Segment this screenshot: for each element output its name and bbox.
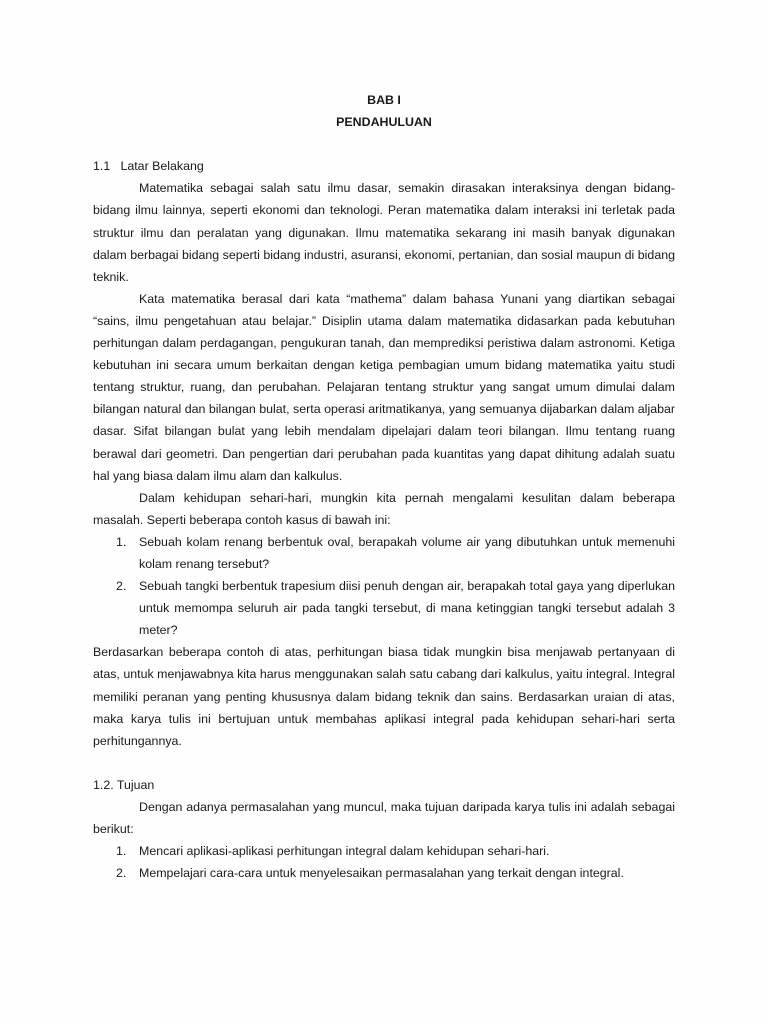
- paragraph: Matematika sebagai salah satu ilmu dasar, semakin dirasakan interaksinya dengan bidang-bidang ilmu lainnya, seperti ekonomi dan teknologi. Peran matematika dalam interaksi ini terletak pada struktur ilmu dan peralatan yang digunakan. Ilmu matematika sekarang ini masih banyak digunakan dalam berbagai bidang seperti bidang industri, asuransi, ekonomi, pertanian, dan sosial maupun di bidang teknik.: [93, 181, 675, 284]
- paragraph: Kata matematika berasal dari kata “mathema” dalam bahasa Yunani yang diartikan sebagai “sains, ilmu pengetahuan atau belajar.” Disiplin utama dalam matematika didasarkan pada kebutuhan perhitungan dalam perdagangan, pengukuran tanah, dan memprediksi peristiwa dalam astronomi. Ketiga kebutuhan ini secara umum berkaitan dengan ketiga pembagian umum bidang matematika yaitu studi tentang struktur, ruang, dan perubahan. Pelajaran tentang struktur yang sangat umum dimulai dalam bilangan natural dan bilangan bulat, serta operasi aritmatikanya, yang semuanya dijabarkan dalam aljabar dasar. Sifat bilangan bulat yang lebih mendalam dipelajari dalam teori bilangan. Ilmu tentang ruang berawal dari geometri. Dan pengertian dari perubahan pada kuantitas yang dapat dihitung adalah suatu hal yang biasa dalam ilmu alam dan kalkulus.: [93, 291, 675, 483]
- document-body: [93, 89, 675, 884]
- section-title: Tujuan: [116, 777, 155, 792]
- section-number: 1.1: [93, 159, 111, 174]
- list-item-text: Sebuah tangki berbentuk trapesium diisi penuh dengan air, berapakah total gaya yang diperlukan untuk memompa seluruh air pada tangki tersebut, di mana ketinggian tangki tersebut adalah 3 meter?: [139, 579, 675, 638]
- example-list: [93, 531, 675, 641]
- list-item: [93, 840, 675, 862]
- section-heading-tujuan: [93, 774, 675, 796]
- spacer: [93, 133, 675, 155]
- paragraph: Dengan adanya permasalahan yang muncul, maka tujuan daripada karya tulis ini adalah sebagai berikut:: [93, 800, 675, 837]
- list-marker: 2.: [116, 579, 127, 594]
- list-marker: 1.: [116, 534, 127, 549]
- objective-list: [93, 840, 675, 884]
- paragraph: Berdasarkan beberapa contoh di atas, perhitungan biasa tidak mungkin bisa menjawab pertanyaan di atas, untuk menjawabnya kita harus menggunakan salah satu cabang dari kalkulus, yaitu integral. Integral memiliki peranan yang penting khususnya dalam bidang teknik dan sains. Berdasarkan uraian di atas, maka karya tulis ini bertujuan untuk membahas aplikasi integral pada kehidupan sehari-hari serta perhitungannya.: [93, 645, 675, 748]
- section-title: Latar Belakang: [120, 159, 204, 174]
- chapter-label: BAB I: [367, 93, 401, 107]
- list-item-text: Sebuah kolam renang berbentuk oval, berapakah volume air yang dibutuhkan untuk memenuhi kolam renang tersebut?: [139, 534, 675, 571]
- list-item-text: Mencari aplikasi-aplikasi perhitungan integral dalam kehidupan sehari-hari.: [139, 844, 550, 859]
- list-item: [93, 862, 675, 884]
- list-item: [93, 575, 675, 641]
- spacer: [93, 752, 675, 774]
- section-heading-latar-belakang: [93, 155, 675, 177]
- chapter-title: PENDAHULUAN: [336, 115, 432, 130]
- section-number: 1.2.: [93, 777, 114, 792]
- list-item-text: Mempelajari cara-cara untuk menyelesaikan permasalahan yang terkait dengan integral.: [139, 866, 624, 881]
- list-marker: 2.: [116, 866, 127, 881]
- list-item: [93, 531, 675, 575]
- paragraph: Dalam kehidupan sehari-hari, mungkin kita pernah mengalami kesulitan dalam beberapa masalah. Seperti beberapa contoh kasus di bawah ini:: [93, 490, 675, 527]
- list-marker: 1.: [116, 844, 127, 859]
